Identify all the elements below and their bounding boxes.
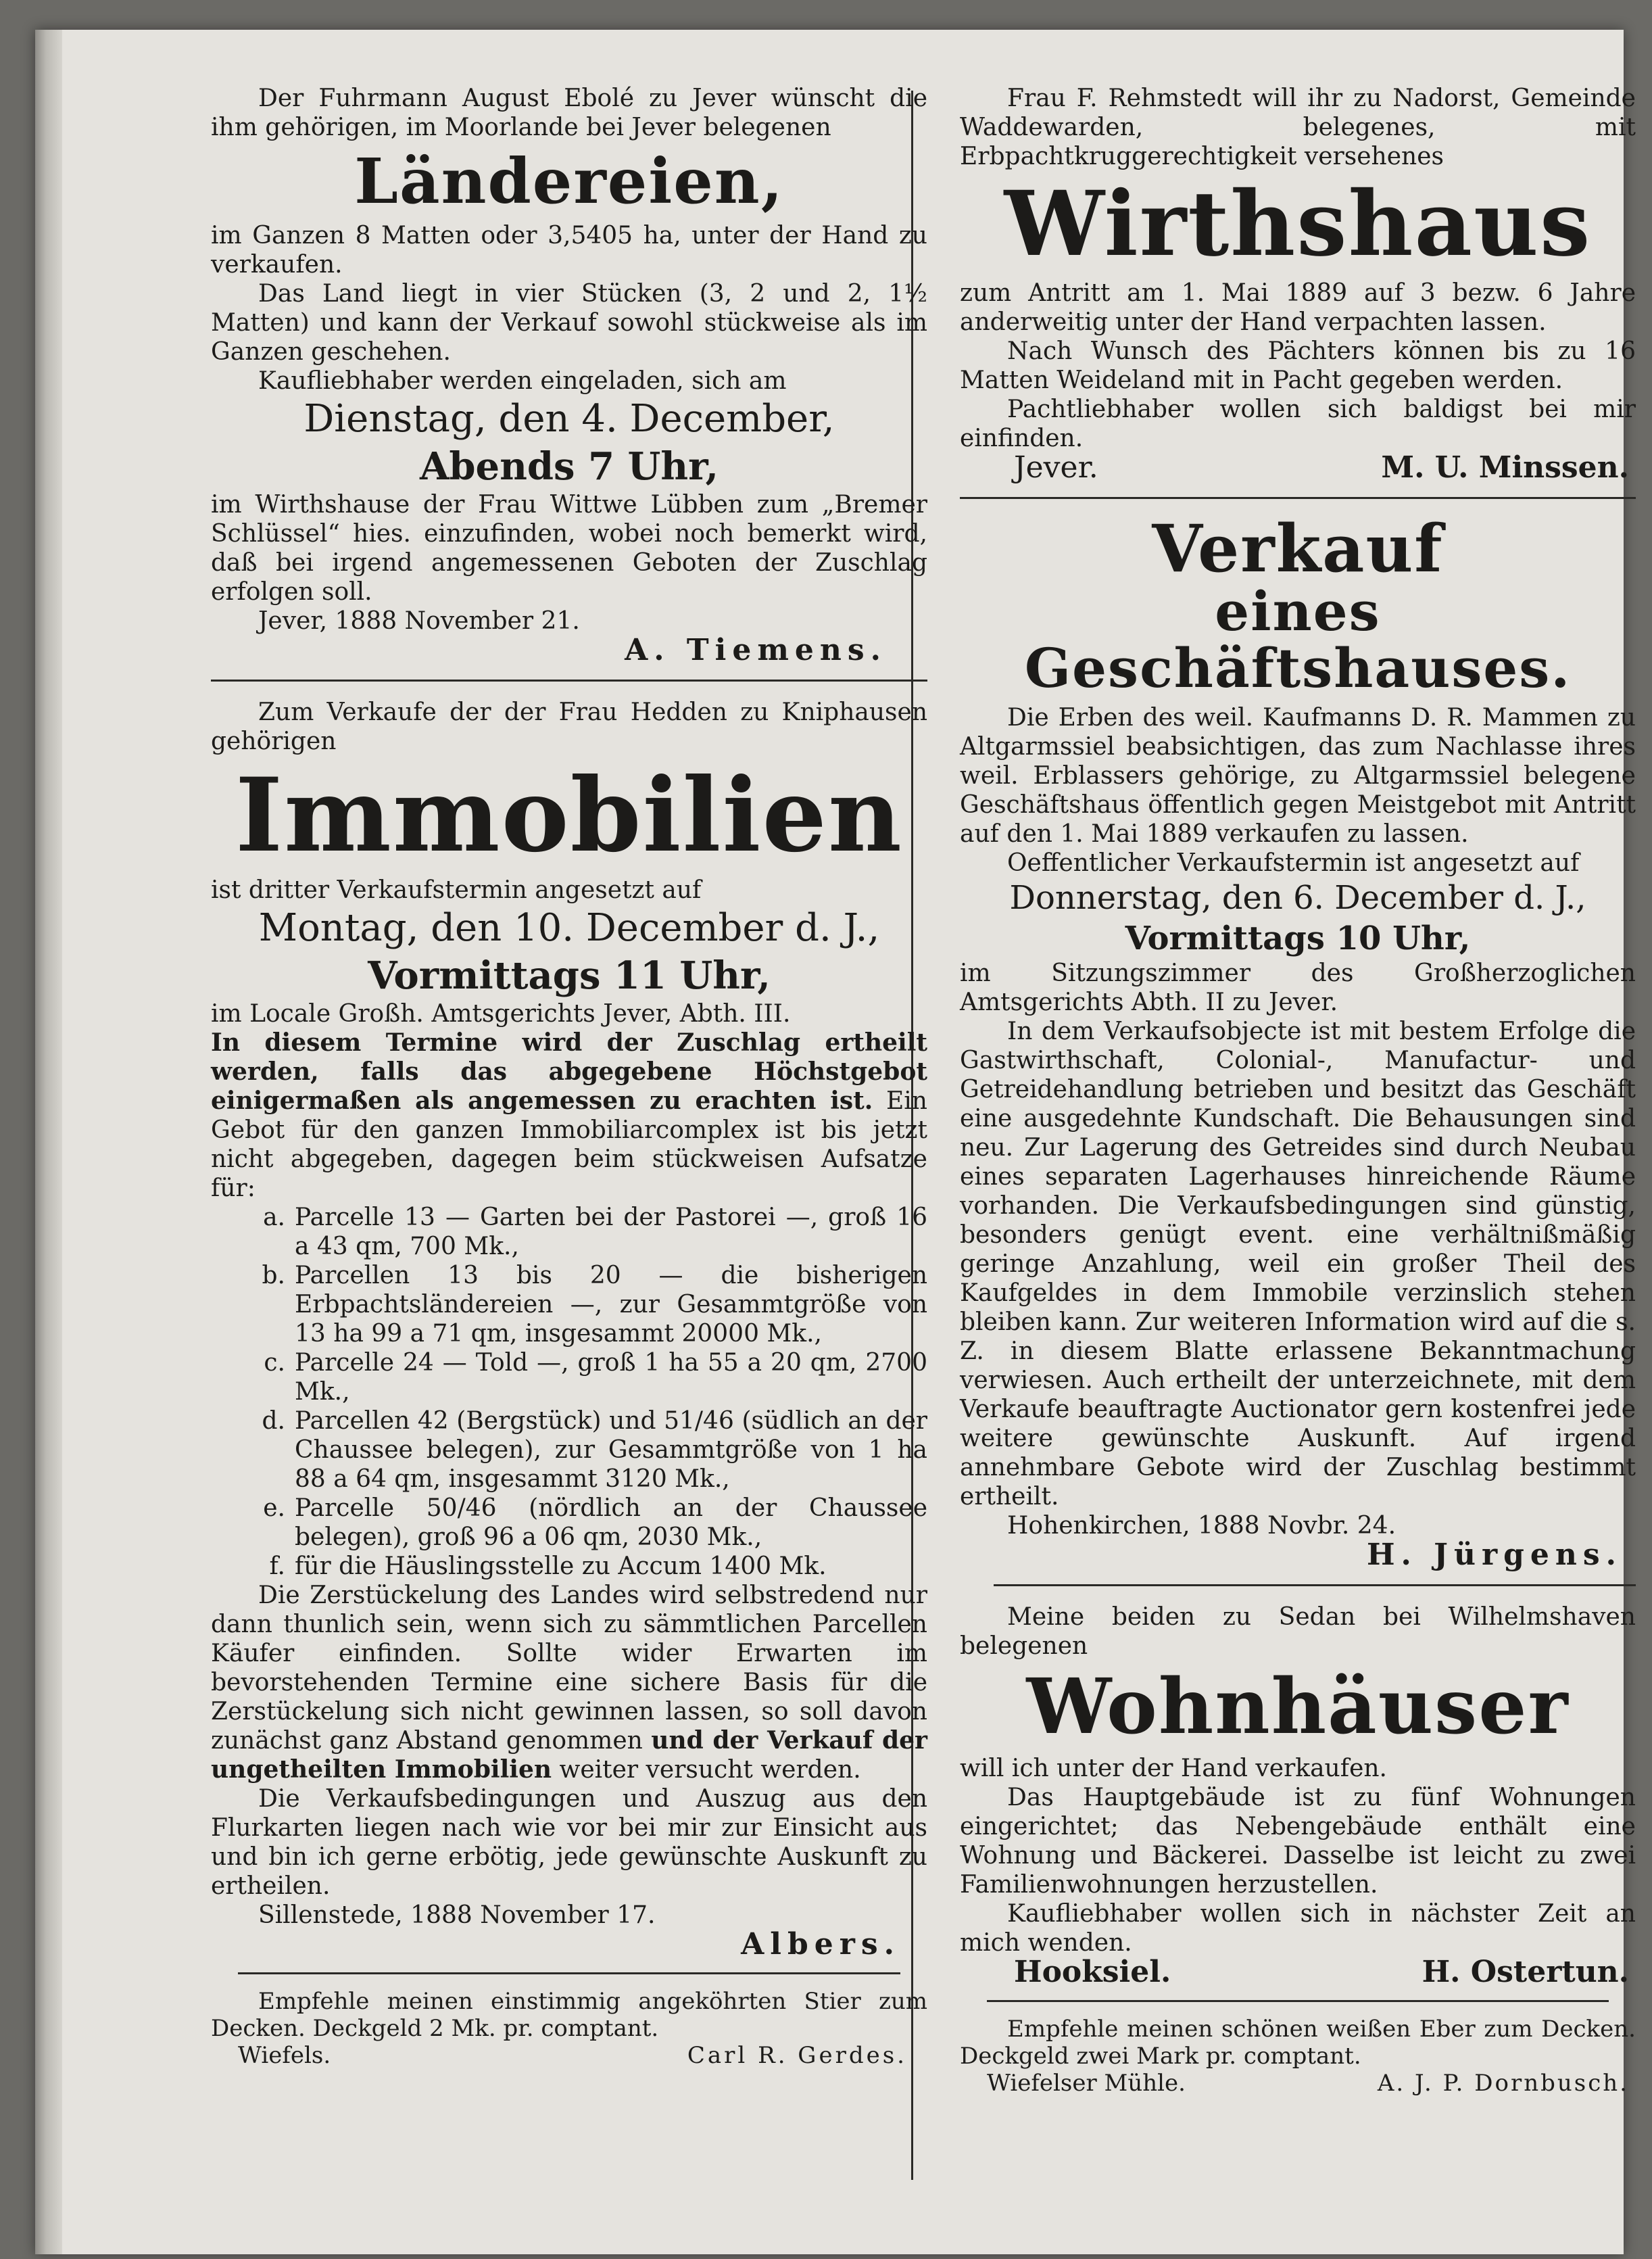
ad-headline: Immobilien	[235, 755, 903, 875]
item-text: Parcelle 50/46 (nördlich an der Chaussee belegen), groß 96 a 06 qm, 2030 Mk.,	[295, 1494, 927, 1552]
ad-separator	[994, 1584, 1636, 1586]
ad-stier	[211, 1988, 927, 2069]
ad-separator	[987, 2000, 1609, 2002]
ad-place: Hooksiel.	[1014, 1954, 1171, 1989]
ad-paragraph: Kaufliebhaber wollen sich in nächster Zeit an mich wenden.	[960, 1899, 1636, 1957]
ad-place: Jever.	[1014, 450, 1098, 485]
ad-paragraph: zum Antritt am 1. Mai 1889 auf 3 bezw. 6 Jahre anderweitig unter der Hand verpachten lassen.	[960, 279, 1636, 336]
ad-immobilien	[211, 698, 927, 1962]
ad-paragraph: im Locale Großh. Amtsgerichts Jever, Abth. III.	[211, 1000, 791, 1028]
item-label: c.	[264, 1349, 285, 1377]
ad-footer	[960, 1954, 1636, 1989]
ad-headline: Verkauf	[1152, 510, 1444, 587]
ad-place-date: Sillenstede, 1888 November 17.	[258, 1901, 656, 1930]
ad-wirthshaus	[960, 84, 1636, 485]
item-label: e.	[263, 1494, 285, 1523]
item-text: Parcelle 13 — Garten bei der Pastorei —, groß 16 a 43 qm, 700 Mk.,	[295, 1204, 927, 1261]
ad-footer	[960, 2070, 1636, 2097]
ad-text: weiter versucht werden.	[559, 1756, 861, 1784]
ad-paragraph: Das Hauptgebäude ist zu fünf Wohnungen eingerichtet; das Nebengebäude enthält eine Wohnung und Bäckerei. Dasselbe ist leicht zu zwei Familienwohnungen herzustellen.	[960, 1783, 1636, 1899]
ad-paragraph: im Ganzen 8 Matten oder 3,5405 ha, unter der Hand zu verkaufen.	[211, 221, 927, 279]
left-column	[211, 84, 927, 2069]
ad-subheadline: eines Geschäftshauses.	[1024, 579, 1572, 700]
ad-paragraph: Oeffentlicher Verkaufstermin ist angesetzt auf	[1007, 849, 1580, 878]
ad-geschaeftshaus	[960, 510, 1636, 1573]
ad-signature: A. J. P. Dornbusch.	[1377, 2069, 1629, 2097]
ad-time: Abends 7 Uhr,	[419, 444, 719, 489]
ad-wohnhaeuser	[960, 1602, 1636, 1987]
item-text: Parcellen 42 (Bergstück) und 51/46 (südlich an der Chaussee belegen), zur Gesammtgröße von 1 ha 88 a 64 qm, insgesammt 3120 Mk.,	[295, 1407, 927, 1494]
ad-date: Donnerstag, den 6. December d. J.,	[1009, 879, 1586, 918]
item-label: a.	[263, 1204, 285, 1232]
ad-eber	[960, 2016, 1636, 2097]
ad-signature: H. Jürgens.	[1366, 1538, 1622, 1573]
ad-date: Dienstag, den 4. December,	[303, 396, 835, 441]
ad-paragraph: will ich unter der Hand verkaufen.	[960, 1754, 1388, 1782]
ad-separator	[211, 680, 927, 682]
list-item	[211, 1348, 927, 1406]
ad-laendereien	[211, 84, 927, 665]
ad-place: Wiefelser Mühle.	[987, 2069, 1186, 2097]
ad-paragraph	[211, 1028, 927, 1203]
list-item	[211, 1261, 927, 1348]
ad-date: Montag, den 10. December d. J.,	[258, 906, 880, 951]
ad-intro: Zum Verkaufe der der Frau Hedden zu Kniphausen gehörigen	[211, 698, 927, 755]
ad-paragraph: Pachtliebhaber wollen sich baldigst bei mir einfinden.	[960, 395, 1636, 452]
ad-separator	[238, 1972, 900, 1974]
right-column	[960, 84, 1636, 2097]
ad-paragraph: Empfehle meinen schönen weißen Eber zum Decken. Deckgeld zwei Mark pr. comptant.	[960, 2015, 1636, 2070]
ad-paragraph: Empfehle meinen einstimmig angeköhrten Stier zum Decken. Deckgeld 2 Mk. pr. comptant.	[211, 1988, 927, 2043]
ad-signature: Carl R. Gerdes.	[687, 2042, 907, 2070]
item-text: Parcelle 24 — Told —, groß 1 ha 55 a 20 qm, 2700 Mk.,	[295, 1349, 927, 1406]
list-item	[211, 1494, 927, 1552]
ad-paragraph: In dem Verkaufsobjecte ist mit bestem Erfolge die Gastwirthschaft, Colonial-, Manufactur- und Getreidehandlung betrieben und besitzt das Geschäft eine ausgedehnte Kundschaft. Die Behausungen sind neu. Zur Lagerung des Getreides sind durch Neubau eines separaten Lagerhauses hinreichende Räume vorhanden. Die Verkaufsbedingungen sind günstig, besonders genügt event. eine verhältnißmäßig geringe Anzahlung, weil ein großer Theil des Kaufgeldes in dem Immobile verzinslich stehen bleiben kann. Zur weiteren Information wird auf die s. Z. in diesem Blatte erlassene Bekanntmachung verwiesen. Auch ertheilt der unterzeichnete, mit dem Verkaufe beauftragte Auctionator gern kostenfrei jede weitere gewünschte Auskunft. Auf irgend annehmbare Gebote wird der Zuschlag bestimmt ertheilt.	[960, 1018, 1636, 1511]
ad-paragraph: Die Verkaufsbedingungen und Auszug aus den Flurkarten liegen nach wie vor bei mir zur Einsicht aus und bin ich gerne erbötig, jede gewünschte Auskunft zu ertheilen.	[211, 1785, 927, 1901]
ad-signature: Albers.	[741, 1927, 900, 1962]
ad-bold-text: und der Verkauf der ungetheilten Immobilien	[211, 1726, 927, 1784]
ad-paragraph: Nach Wunsch des Pächters können bis zu 16 Matten Weideland mit in Pacht gegeben werden.	[960, 337, 1636, 394]
book-binding	[35, 30, 62, 2254]
ad-time: Vormittags 11 Uhr,	[368, 953, 771, 999]
ad-time: Vormittags 10 Uhr,	[1125, 920, 1471, 958]
ad-footer	[211, 2042, 927, 2069]
ad-headline: Wirthshaus	[1004, 172, 1592, 277]
ad-intro: Der Fuhrmann August Ebolé zu Jever wünscht die ihm gehörigen, im Moorlande bei Jever belegenen	[211, 85, 927, 141]
ad-paragraph: im Wirthshause der Frau Wittwe Lübben zum „Bremer Schlüssel“ hies. einzufinden, wobei noch bemerkt wird, daß bei irgend angemessenen Geboten der Zuschlag erfolgen soll.	[211, 490, 927, 606]
item-label: f.	[269, 1552, 285, 1581]
list-item	[211, 1406, 927, 1494]
ad-paragraph: im Sitzungszimmer des Großherzoglichen Amtsgerichts Abth. II zu Jever.	[960, 959, 1636, 1017]
ad-paragraph: Das Land liegt in vier Stücken (3, 2 und 2, 1½ Matten) und kann der Verkauf sowohl stückweise als im Ganzen geschehen.	[211, 279, 927, 366]
item-text: für die Häuslingsstelle zu Accum 1400 Mk.	[295, 1552, 827, 1581]
ad-paragraph	[211, 1581, 927, 1784]
ad-text: Die Zerstückelung des Landes wird selbstredend nur dann thunlich sein, wenn sich zu sämmtlichen Parcellen Käufer einfinden. Sollte wider Erwarten im bevorstehenden Termine eine sichere Basis für die Zerstückelung sich nicht gewinnen lassen, so soll davon zunächst ganz Abstand genommen	[211, 1582, 927, 1755]
ad-headline: Ländereien,	[354, 145, 784, 218]
ad-place: Wiefels.	[238, 2042, 331, 2070]
item-label: b.	[262, 1262, 285, 1290]
ad-text: Ein Gebot für den ganzen Immobiliarcomplex ist bis jetzt nicht abgegeben, dagegen beim stückweisen Aufsatze für:	[211, 1087, 927, 1203]
ad-signature: A. Tiemens.	[625, 632, 887, 667]
ad-paragraph: Die Erben des weil. Kaufmanns D. R. Mammen zu Altgarmssiel beabsichtigen, das zum Nachlasse ihres weil. Erblassers gehörige, zu Altgarmssiel belegene Geschäftshaus öffentlich gegen Meistgebot mit Antritt auf den 1. Mai 1889 verkaufen zu lassen.	[960, 704, 1636, 849]
ad-paragraph: ist dritter Verkaufstermin angesetzt auf	[211, 876, 702, 905]
ad-signature: H. Ostertun.	[1422, 1954, 1629, 1989]
ad-intro: Meine beiden zu Sedan bei Wilhelmshaven belegenen	[960, 1603, 1636, 1661]
list-item	[211, 1203, 927, 1261]
ad-paragraph: Kaufliebhaber werden eingeladen, sich am	[258, 366, 787, 395]
ad-intro: Frau F. Rehmstedt will ihr zu Nadorst, Gemeinde Waddewarden, belegenes, mit Erbpachtkruggerechtigkeit versehenes	[960, 85, 1636, 170]
newspaper-page	[35, 30, 1636, 2254]
ad-headline: Wohnhäuser	[1026, 1663, 1570, 1752]
ad-signature: M. U. Minssen.	[1381, 450, 1629, 485]
item-label: d.	[262, 1407, 285, 1435]
list-item	[211, 1552, 927, 1581]
ad-place-date: Hohenkirchen, 1888 Novbr. 24.	[1007, 1512, 1396, 1540]
ad-bold-text: In diesem Termine wird der Zuschlag ertheilt werden, falls das abgegebene Höchstgebot einigermaßen als angemessen zu erachten ist.	[211, 1028, 927, 1116]
ad-separator	[960, 497, 1636, 499]
ad-footer	[960, 450, 1636, 485]
item-text: Parcellen 13 bis 20 — die bisherigen Erbpachtsländereien —, zur Gesammtgröße von 13 ha 99 a 71 qm, insgesammt 20000 Mk.,	[295, 1262, 927, 1348]
ad-place-date: Jever, 1888 November 21.	[258, 607, 580, 635]
